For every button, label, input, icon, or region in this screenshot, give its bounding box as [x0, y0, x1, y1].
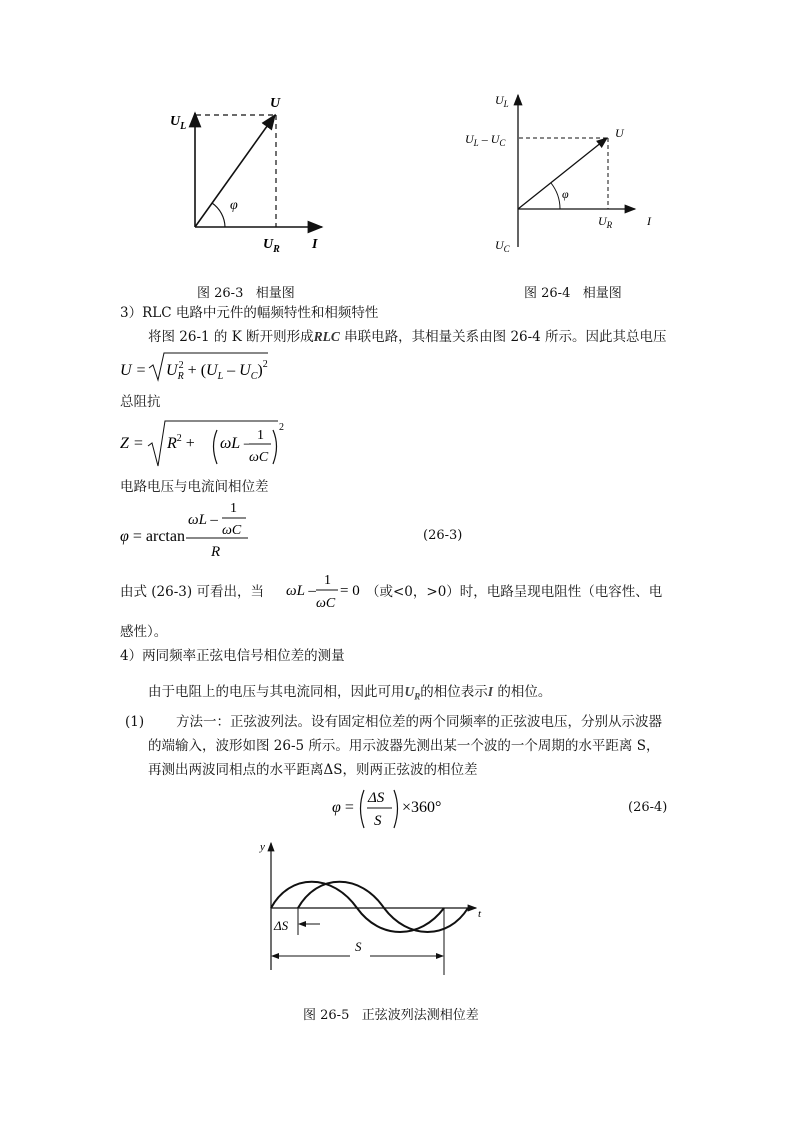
method-item-line3: 再测出两波同相点的水平距离ΔS，则两正弦波的相位差 [148, 762, 478, 778]
svg-text:1: 1 [230, 501, 237, 516]
label-y: y [260, 841, 265, 853]
figure-26-3-phasor-diagram [150, 85, 350, 265]
method-item-line2: 的端输入，波形如图 26-5 所示。用示波器先测出某一个波的一个周期的水平距离 S， [148, 738, 660, 754]
wave-2 [298, 882, 468, 932]
label-ul: $U_L$ [170, 114, 187, 132]
label-ul: $U_L$ [495, 93, 509, 109]
svg-text:U2R + (UL – UC)2: $U^2$ $R + (U_L - U_C)^2$ [166, 359, 268, 382]
phase-difference-label: 电路电压与电流间相位差 [120, 479, 269, 495]
label-t: t [478, 908, 482, 920]
figure-26-5-sine-waves [250, 835, 500, 975]
svg-text:U =: U = [120, 362, 147, 379]
section-3-heading: 3）RLC 电路中元件的幅频特性和相频特性 [120, 305, 379, 321]
method-item-number: (1) [125, 714, 145, 730]
label-s: S [355, 939, 362, 954]
phi-arc [551, 183, 560, 209]
figure-26-4-caption: 图 26-4 相量图 [524, 286, 622, 301]
label-uc: $U_C$ [495, 238, 510, 254]
svg-text:2: 2 [279, 422, 284, 433]
label-delta-s: ΔS [274, 918, 289, 933]
section-4-heading: 4）两同频率正弦电信号相位差的测量 [120, 648, 345, 664]
svg-text:ωC: ωC [249, 450, 269, 465]
section-4-paragraph: 由于电阻上的电压与其电流同相，因此可用$U_R$的相位表示I 的相位。 [148, 684, 552, 702]
condition-line-part1: 由式 (26-3) 可看出，当 [120, 584, 264, 600]
svg-text:S: S [374, 813, 382, 829]
label-phi: φ [230, 198, 238, 213]
equation-number-26-4: (26-4) [628, 800, 668, 815]
formula-phase-arctan [118, 498, 268, 568]
svg-text:ωL –: ωL – [286, 583, 316, 599]
condition-line-part2: （或<0，>0）时，电路呈现电阻性（电容性、电 [366, 584, 663, 600]
label-i: I [647, 214, 651, 228]
figure-26-3-caption: 图 26-3 相量图 [197, 286, 295, 301]
formula-phase-ratio [330, 782, 460, 834]
method-item-line1: 方法一：正弦波列法。设有固定相位差的两个同频率的正弦波电压，分别从示波器 [176, 714, 662, 730]
svg-text:ωC: ωC [222, 523, 242, 538]
formula-total-voltage [118, 350, 278, 386]
label-ur: $U_R$ [263, 237, 280, 255]
svg-text:1: 1 [324, 573, 331, 588]
label-ur: $U_R$ [598, 214, 613, 230]
formula-resonance-condition [284, 570, 364, 614]
condition-line-part3: 感性）。 [120, 624, 168, 640]
svg-text:ΔS: ΔS [368, 790, 385, 806]
svg-text:1: 1 [257, 428, 264, 443]
svg-text:ωC: ωC [316, 596, 336, 611]
svg-text:ωL –: ωL – [188, 512, 218, 528]
wave-1 [271, 882, 444, 932]
figure-26-4-phasor-diagram [455, 85, 675, 260]
equation-number-26-3: (26-3) [423, 528, 463, 543]
svg-text:= 0: = 0 [340, 583, 360, 599]
label-phi: φ [562, 187, 569, 201]
svg-text:Z =: Z = [120, 435, 144, 452]
label-i: I [312, 237, 318, 252]
phi-arc [212, 203, 225, 227]
svg-text:φ =: φ = [332, 799, 354, 816]
formula-impedance [118, 416, 288, 472]
label-u: U [270, 96, 281, 111]
total-impedance-label: 总阻抗 [120, 394, 161, 410]
svg-text:×360°: ×360° [402, 799, 442, 816]
svg-text:R: R [211, 544, 221, 560]
section-3-paragraph: 将图 26-1 的 K 断开则形成RLC 串联电路，其相量关系由图 26-4 所示。因此其总电压 [148, 329, 667, 345]
label-ul-minus-uc: $U_L - U_C$ [465, 132, 506, 148]
label-u: U [615, 126, 624, 140]
svg-text:ωL –: ωL – [220, 435, 252, 452]
svg-text:φ = arctan: φ = arctan [120, 528, 185, 545]
figure-26-5-caption: 图 26-5 正弦波列法测相位差 [303, 1008, 479, 1023]
svg-text:R2 +: $R^2$ + [167, 433, 195, 452]
